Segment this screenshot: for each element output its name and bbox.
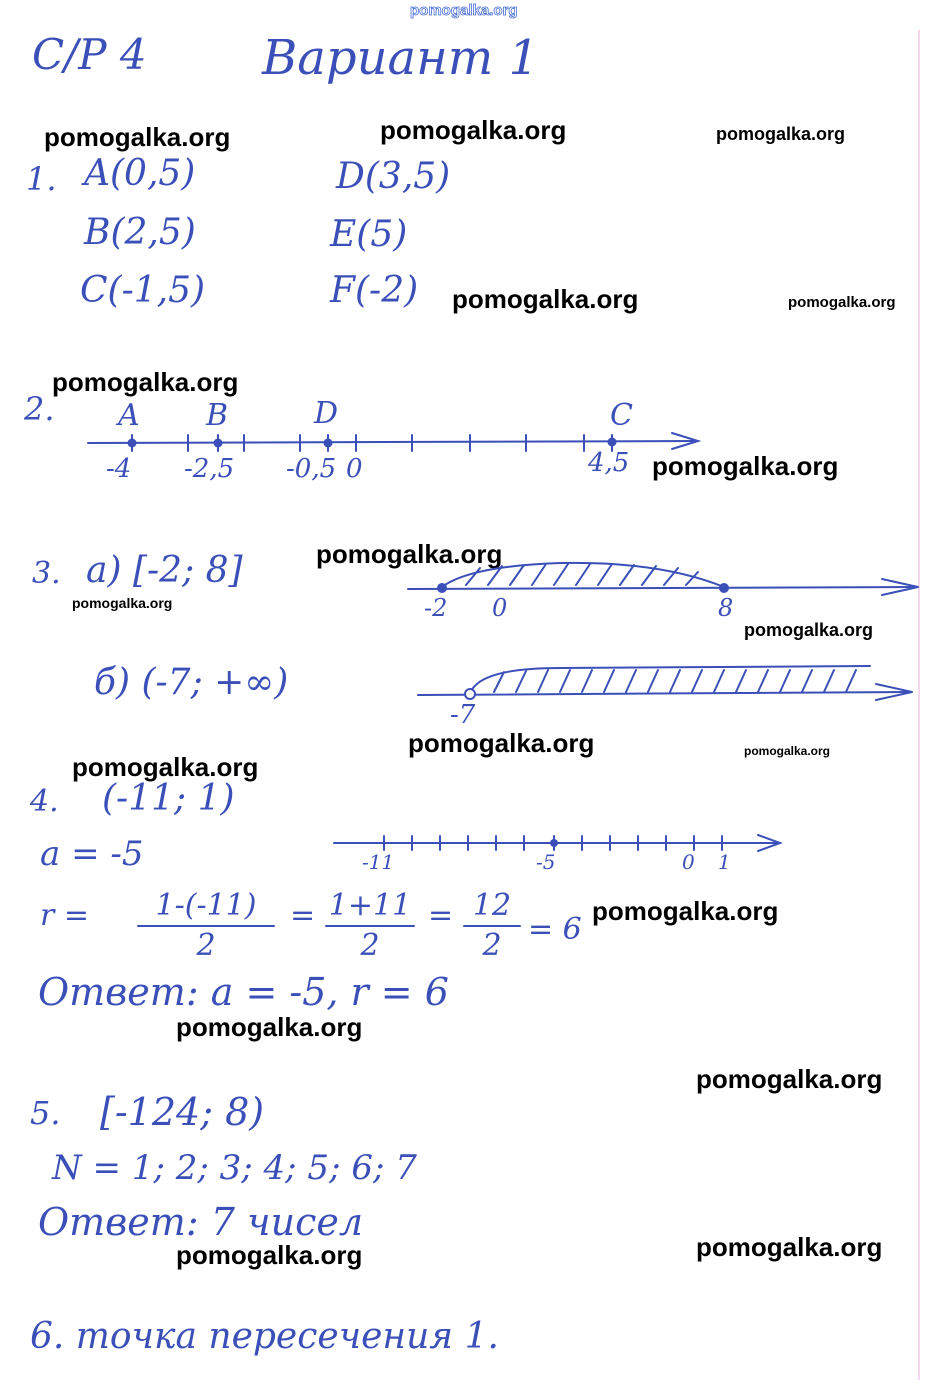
task1-number: 1. xyxy=(26,160,57,198)
watermark: pomogalka.org xyxy=(52,367,239,397)
nl2-point-c xyxy=(608,438,617,447)
point-f: F(-2) xyxy=(330,270,419,311)
top-watermark: pomogalka.org xyxy=(410,2,518,19)
nl4-label-neg5: -5 xyxy=(536,850,556,874)
nl3b-hatching xyxy=(494,670,856,692)
point-a: A(0,5) xyxy=(84,153,196,194)
point-b: B(2,5) xyxy=(84,212,196,253)
watermark: pomogalka.org xyxy=(380,115,567,145)
equals-sign-1: = xyxy=(290,898,316,933)
nl2-label-c: C xyxy=(610,398,633,433)
nl2-axis xyxy=(88,441,696,443)
watermark: pomogalka.org xyxy=(176,1012,363,1042)
radius-result: = 6 xyxy=(528,912,582,947)
watermark: pomogalka.org xyxy=(696,1064,883,1094)
nl2-point-a xyxy=(128,439,137,448)
nl3b-open-point xyxy=(465,689,475,699)
nl3a-label-8: 8 xyxy=(718,594,734,622)
task4-number: 4. xyxy=(30,784,59,819)
watermark: pomogalka.org xyxy=(176,1240,363,1270)
nl4-label-0: 0 xyxy=(682,850,695,874)
point-c: C(-1,5) xyxy=(80,270,206,311)
watermark: pomogalka.org xyxy=(408,728,595,758)
watermark: pomogalka.org xyxy=(696,1232,883,1262)
watermark: pomogalka.org xyxy=(716,124,846,144)
watermark: pomogalka.org xyxy=(44,122,231,152)
watermark: pomogalka.org xyxy=(652,451,839,481)
watermark: pomogalka.org xyxy=(72,752,259,782)
frac1-numerator: 1-(-11) xyxy=(155,888,257,923)
nl2-tick-4-5: 4,5 xyxy=(588,448,630,478)
equals-sign-2: = xyxy=(428,898,454,933)
nl3a-closed-point-left xyxy=(437,583,447,593)
watermark: pomogalka.org xyxy=(592,896,779,926)
nl2-label-d: D xyxy=(314,396,339,431)
frac2-denominator: 2 xyxy=(360,928,380,963)
watermark: pomogalka.org xyxy=(72,595,173,611)
nl4-label-neg11: -11 xyxy=(362,850,395,874)
radius-prefix: r = xyxy=(40,898,90,933)
point-e: E(5) xyxy=(330,214,408,255)
nl2-point-d xyxy=(324,439,333,448)
task5-integers: N = 1; 2; 3; 4; 5; 6; 7 xyxy=(52,1148,417,1188)
point-d: D(3,5) xyxy=(336,156,451,197)
task5-answer: Ответ: 7 чисел xyxy=(38,1200,364,1244)
watermark: pomogalka.org xyxy=(744,744,831,758)
nl3b-axis xyxy=(418,692,912,695)
task4-interval: (-11; 1) xyxy=(102,778,235,819)
nl4-center-point xyxy=(550,839,558,847)
task4-center: a = -5 xyxy=(40,834,144,874)
nl4-label-1: 1 xyxy=(718,850,731,874)
frac2-numerator: 1+11 xyxy=(328,888,412,923)
nl3a-label-0: 0 xyxy=(492,594,508,622)
watermark: pomogalka.org xyxy=(788,294,896,311)
nl3a-hatching xyxy=(466,564,698,585)
watermark: pomogalka.org xyxy=(744,620,874,640)
nl2-tick-neg0-5: -0,5 xyxy=(286,454,337,484)
nl2-label-a: A xyxy=(118,398,140,433)
nl3b-label-neg7: -7 xyxy=(450,700,476,730)
nl2-label-b: B xyxy=(206,398,229,433)
task6-text: 6. точка пересечения 1. xyxy=(30,1316,499,1357)
nl2-tick-0: 0 xyxy=(346,454,363,484)
task4-answer: Ответ: a = -5, r = 6 xyxy=(38,970,449,1014)
task5-number: 5. xyxy=(30,1094,61,1132)
frac3-denominator: 2 xyxy=(482,928,502,963)
work-number: С/Р 4 xyxy=(32,30,147,79)
frac3-numerator: 12 xyxy=(472,888,512,923)
task3-number: 3. xyxy=(32,556,61,591)
nl2-tick-neg4: -4 xyxy=(106,454,132,484)
nl3a-axis xyxy=(408,587,918,589)
task3a-interval: а) [-2; 8] xyxy=(86,550,243,591)
task3b-interval: б) (-7; +∞) xyxy=(94,662,289,703)
nl2-tick-neg2-5: -2,5 xyxy=(184,454,235,484)
frac1-denominator: 2 xyxy=(196,928,216,963)
watermark: pomogalka.org xyxy=(452,284,639,314)
watermark: pomogalka.org xyxy=(316,539,503,569)
variant-title: Вариант 1 xyxy=(262,30,540,86)
task5-interval: [-124; 8) xyxy=(100,1090,265,1134)
nl3a-label-neg2: -2 xyxy=(424,594,448,622)
task2-number: 2. xyxy=(24,390,55,428)
nl3a-closed-point-right xyxy=(719,583,729,593)
nl2-point-b xyxy=(214,439,223,448)
